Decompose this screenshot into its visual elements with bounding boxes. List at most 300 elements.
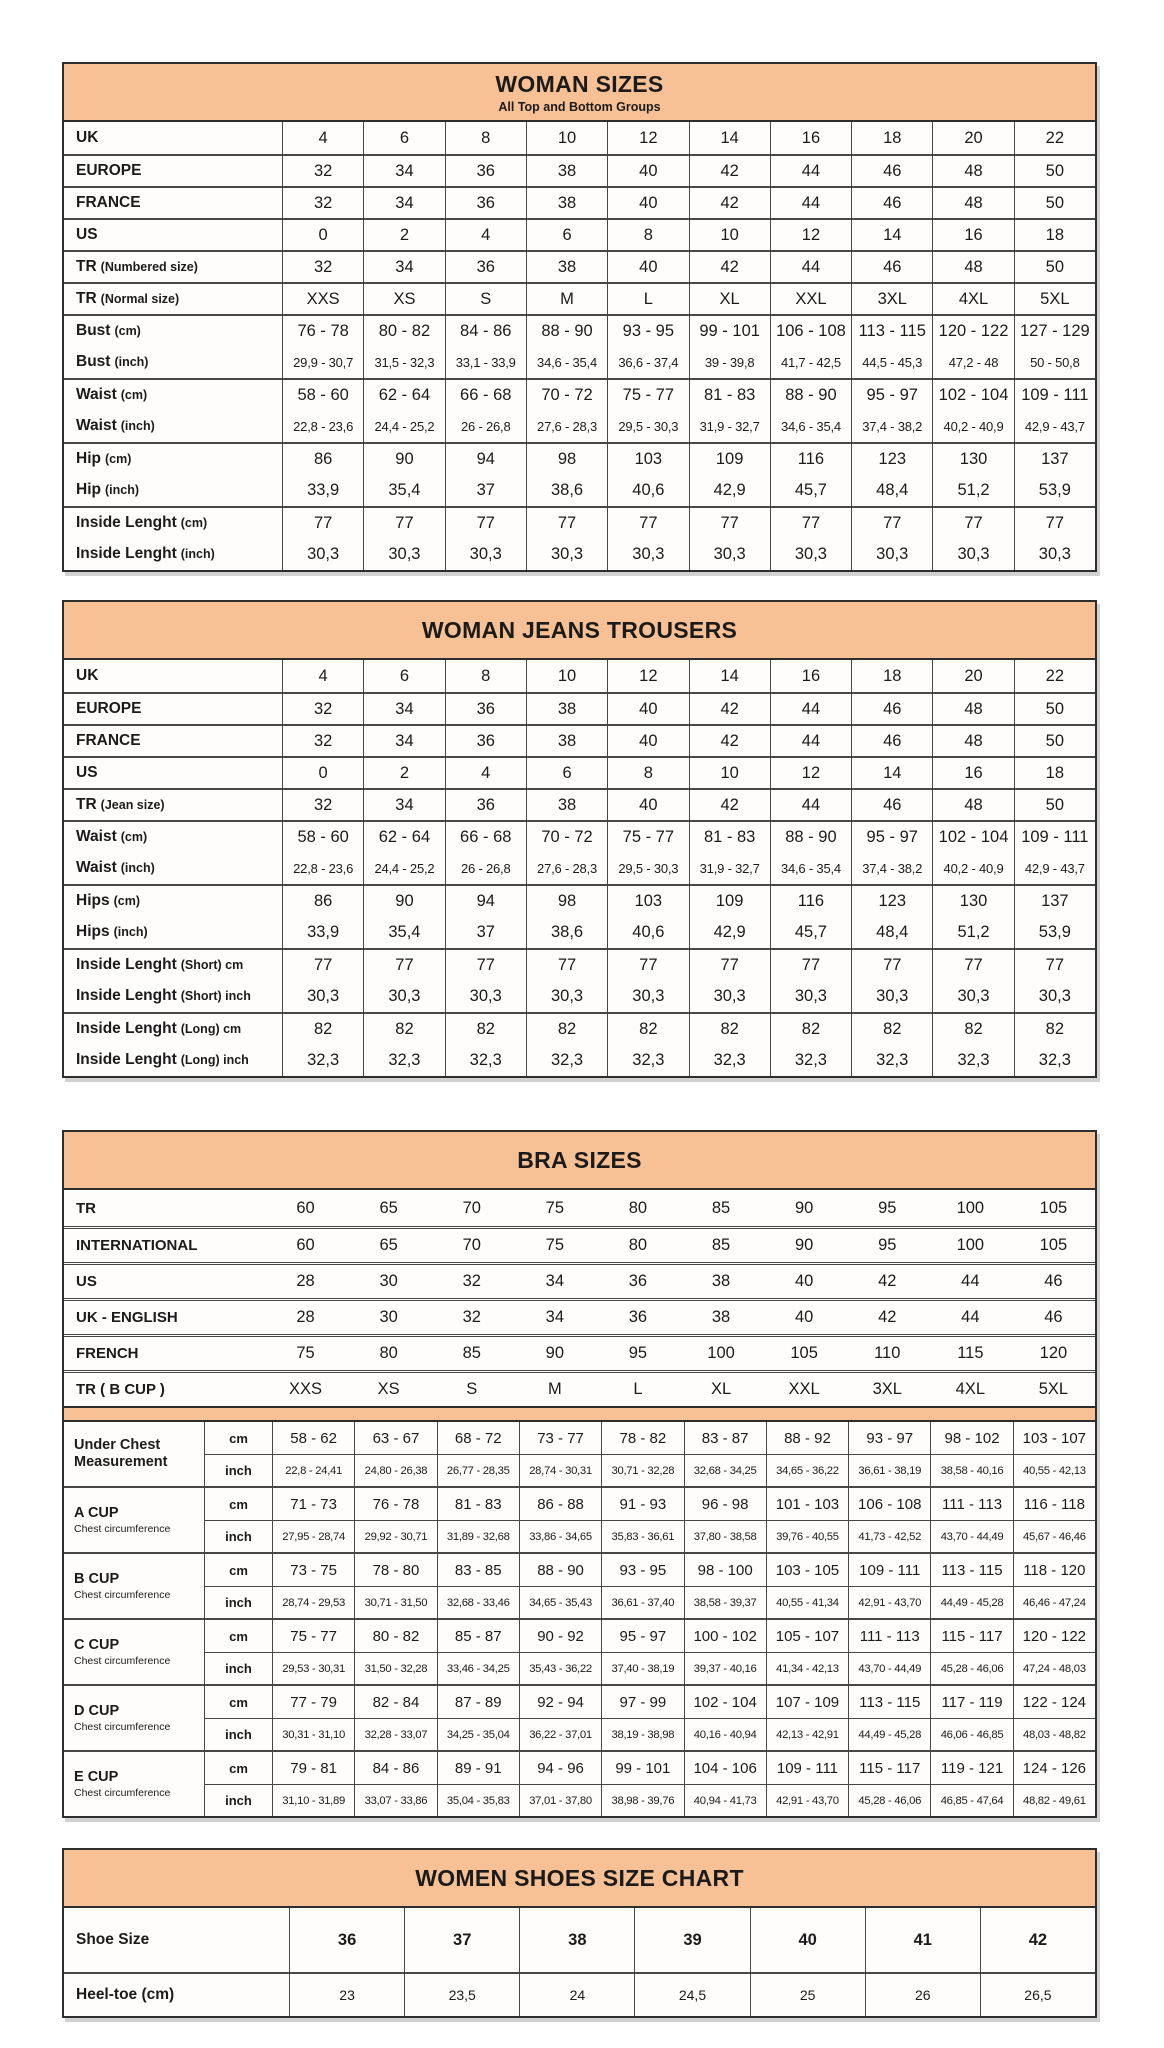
value-cell: 34,6 - 35,4 [770, 410, 851, 442]
value-cell: 65 [379, 1236, 398, 1254]
value-cell: 98 - 100 [684, 1554, 766, 1586]
value-cell: 38 [526, 252, 607, 282]
value-cell: 29,5 - 30,3 [607, 852, 688, 884]
value-cell: 105 [1039, 1236, 1068, 1254]
value-cell: 96 - 98 [684, 1488, 766, 1520]
value-cell: 30,3 [607, 980, 688, 1012]
value-cell: 44,5 - 45,3 [851, 346, 932, 378]
value-cell: 120 - 122 [1013, 1620, 1095, 1652]
value-cell: L [607, 284, 688, 314]
cup-label: C CUP Chest circumference [74, 1636, 171, 1668]
value-cell: 46 [851, 790, 932, 820]
bra-sizes-title: BRA SIZES [517, 1146, 642, 1173]
value-cell: 99 - 101 [601, 1752, 683, 1784]
value-cell: 33,9 [282, 916, 363, 948]
row-label: Bust (cm) [76, 322, 141, 339]
value-cell: 26,5 [980, 1974, 1095, 2016]
value-cell: 4 [282, 122, 363, 154]
value-cell: 66 - 68 [445, 822, 526, 852]
value-cell: M [526, 284, 607, 314]
value-cell: 77 [770, 508, 851, 538]
value-cell: 82 [363, 1014, 444, 1044]
value-cell: 94 [445, 444, 526, 474]
value-cell: 122 - 124 [1013, 1686, 1095, 1718]
value-cell: 28 [296, 1308, 315, 1326]
value-cell: 2 [363, 758, 444, 788]
value-cell: 70 [462, 1236, 481, 1254]
value-cell: 48,82 - 49,61 [1013, 1784, 1095, 1816]
value-cell: 8 [607, 220, 688, 250]
table-row [64, 346, 1095, 378]
value-cell: 83 - 87 [684, 1422, 766, 1454]
value-cell: 95 [628, 1344, 648, 1362]
table-row [64, 218, 1095, 250]
value-cell: 24,4 - 25,2 [363, 852, 444, 884]
value-cell: 100 [956, 1198, 985, 1217]
value-cell: 50 [1014, 188, 1095, 218]
value-cell: 85 [462, 1344, 481, 1362]
value-cell: 0 [282, 220, 363, 250]
value-cell: 40,55 - 42,13 [1013, 1454, 1095, 1486]
value-cell: 37 [404, 1908, 519, 1972]
value-cell: 109 - 111 [1014, 822, 1095, 852]
unit-label: cm [204, 1554, 272, 1586]
table-row [64, 410, 1095, 442]
value-cell: 88 - 92 [766, 1422, 848, 1454]
value-cell: 44 [770, 694, 851, 724]
value-cell: 38 [526, 726, 607, 756]
value-cell: 130 [932, 886, 1013, 916]
value-cell: 80 [379, 1344, 398, 1362]
value-cell: 84 - 86 [445, 316, 526, 346]
value-cell: 29,9 - 30,7 [282, 346, 363, 378]
value-cell: 46 [1044, 1272, 1063, 1290]
value-cell: 31,5 - 32,3 [363, 346, 444, 378]
value-cell: 30,3 [689, 980, 770, 1012]
cup-label: Under Chest Measurement [74, 1437, 168, 1470]
value-cell: 14 [851, 758, 932, 788]
value-cell: 88 - 90 [770, 380, 851, 410]
value-cell: 60 [296, 1198, 315, 1217]
value-cell: 38 [526, 188, 607, 218]
row-label: FRANCE [76, 194, 141, 211]
row-label: US [76, 764, 98, 781]
value-cell: 42 [689, 726, 770, 756]
value-cell: 34,65 - 36,22 [766, 1454, 848, 1486]
table-row [64, 186, 1095, 218]
value-cell: 36 [445, 252, 526, 282]
value-cell: 25 [750, 1974, 865, 2016]
value-cell: 94 - 96 [519, 1752, 601, 1784]
value-cell: 6 [526, 758, 607, 788]
value-cell: 100 - 102 [684, 1620, 766, 1652]
value-cell: 77 [1014, 508, 1095, 538]
value-cell: 75 - 77 [607, 380, 688, 410]
value-cell: 31,10 - 31,89 [272, 1784, 354, 1816]
value-cell: 30,3 [282, 980, 363, 1012]
value-cell: 29,5 - 30,3 [607, 410, 688, 442]
value-cell: 78 - 82 [601, 1422, 683, 1454]
value-cell: 42,9 - 43,7 [1014, 852, 1095, 884]
value-cell: 32,3 [526, 1044, 607, 1076]
value-cell: 37,4 - 38,2 [851, 410, 932, 442]
woman-sizes-rows [64, 122, 1095, 570]
value-cell: 35,43 - 36,22 [519, 1652, 601, 1684]
value-cell: 117 - 119 [930, 1686, 1012, 1718]
value-cell: 42,9 [689, 916, 770, 948]
value-cell: 30,3 [282, 538, 363, 570]
value-cell: 30,3 [932, 980, 1013, 1012]
value-cell: 27,6 - 28,3 [526, 410, 607, 442]
table-row [64, 1334, 1095, 1370]
value-cell: 48 [932, 188, 1013, 218]
value-cell: 77 [770, 950, 851, 980]
row-label: FRENCH [76, 1345, 139, 1362]
table-row [64, 820, 1095, 852]
value-cell: 32 [282, 156, 363, 186]
value-cell: 37,4 - 38,2 [851, 852, 932, 884]
value-cell: 26 [865, 1974, 980, 2016]
value-cell: 33,1 - 33,9 [445, 346, 526, 378]
row-label: Shoe Size [76, 1931, 150, 1948]
cup-group [64, 1684, 1095, 1750]
value-cell: 12 [770, 758, 851, 788]
cup-label: B CUP Chest circumference [74, 1570, 171, 1602]
value-cell: 46 [1044, 1308, 1063, 1326]
value-cell: 63 - 67 [354, 1422, 436, 1454]
value-cell: 58 - 60 [282, 822, 363, 852]
value-cell: 30,3 [445, 538, 526, 570]
value-cell: 38 [711, 1272, 731, 1290]
cup-group [64, 1618, 1095, 1684]
value-cell: 77 [689, 508, 770, 538]
value-cell: 75 [545, 1198, 565, 1217]
unit-label: cm [204, 1620, 272, 1652]
value-cell: 109 - 111 [848, 1554, 930, 1586]
value-cell: 48 [932, 252, 1013, 282]
row-label: Inside Lenght (Short) cm [76, 956, 244, 973]
table-row [64, 1972, 1095, 2016]
value-cell: 103 [607, 886, 688, 916]
value-cell: 41,7 - 42,5 [770, 346, 851, 378]
value-cell: 33,9 [282, 474, 363, 506]
cup-label: A CUP Chest circumference [74, 1504, 171, 1536]
value-cell: 36,22 - 37,01 [519, 1718, 601, 1750]
value-cell: 38,19 - 38,98 [601, 1718, 683, 1750]
value-cell: 39,76 - 40,55 [766, 1520, 848, 1552]
value-cell: 39,37 - 40,16 [684, 1652, 766, 1684]
value-cell: 3XL [851, 284, 932, 314]
value-cell: 111 - 113 [930, 1488, 1012, 1520]
value-cell: 33,46 - 34,25 [437, 1652, 519, 1684]
value-cell: 109 [689, 886, 770, 916]
value-cell: 73 - 77 [519, 1422, 601, 1454]
value-cell: 30,3 [851, 980, 932, 1012]
table-row [64, 948, 1095, 980]
value-cell: 95 - 97 [851, 822, 932, 852]
value-cell: 109 - 111 [766, 1752, 848, 1784]
row-label: Hips (inch) [76, 923, 148, 940]
value-cell: 32 [282, 188, 363, 218]
value-cell: 42 [689, 188, 770, 218]
row-label: TR (Normal size) [76, 290, 180, 307]
value-cell: 102 - 104 [932, 380, 1013, 410]
value-cell: 43,70 - 44,49 [930, 1520, 1012, 1552]
value-cell: 24,80 - 26,38 [354, 1454, 436, 1486]
value-cell: 103 - 107 [1013, 1422, 1095, 1454]
shoes-header [64, 1850, 1095, 1908]
value-cell: 4XL [932, 284, 1013, 314]
table-row [64, 884, 1095, 916]
value-cell: 77 [851, 950, 932, 980]
row-label: Heel-toe (cm) [76, 1986, 175, 2003]
value-cell: 30,3 [607, 538, 688, 570]
value-cell: 18 [851, 660, 932, 692]
woman-sizes-subtitle: All Top and Bottom Groups [498, 99, 661, 114]
value-cell: 48 [932, 694, 1013, 724]
value-cell: 102 - 104 [932, 822, 1013, 852]
row-label: TR (Numbered size) [76, 258, 198, 275]
value-cell: 88 - 90 [526, 316, 607, 346]
value-cell: 106 - 108 [848, 1488, 930, 1520]
value-cell: 115 [957, 1344, 984, 1362]
value-cell: 53,9 [1014, 474, 1095, 506]
value-cell: 123 [851, 886, 932, 916]
row-label: UK - ENGLISH [76, 1309, 178, 1326]
bra-band-rows [64, 1190, 1095, 1406]
value-cell: 40,55 - 41,34 [766, 1586, 848, 1618]
value-cell: XS [363, 284, 444, 314]
cup-group [64, 1422, 1095, 1486]
value-cell: 105 [1039, 1198, 1068, 1217]
value-cell: 36 [628, 1272, 648, 1290]
value-cell: 44 [961, 1272, 980, 1290]
value-cell: 34 [363, 252, 444, 282]
unit-label: inch [204, 1652, 272, 1684]
value-cell: 29,53 - 30,31 [272, 1652, 354, 1684]
row-label: Inside Lenght (inch) [76, 545, 215, 562]
value-cell: 42 [689, 156, 770, 186]
value-cell: 76 - 78 [282, 316, 363, 346]
value-cell: 36 [445, 156, 526, 186]
value-cell: 46 [851, 156, 932, 186]
unit-label: cm [204, 1488, 272, 1520]
row-label: TR (Jean size) [76, 796, 165, 813]
value-cell: 115 - 117 [848, 1752, 930, 1784]
row-label: Hip (cm) [76, 450, 132, 467]
value-cell: 44,49 - 45,28 [930, 1586, 1012, 1618]
value-cell: 137 [1014, 886, 1095, 916]
value-cell: 22,8 - 23,6 [282, 410, 363, 442]
unit-label: inch [204, 1454, 272, 1486]
value-cell: 31,89 - 32,68 [437, 1520, 519, 1552]
value-cell: 20 [932, 122, 1013, 154]
table-row [64, 660, 1095, 692]
value-cell: 82 [932, 1014, 1013, 1044]
table-row [64, 154, 1095, 186]
value-cell: 26,77 - 28,35 [437, 1454, 519, 1486]
value-cell: 42 [689, 252, 770, 282]
table-row [64, 378, 1095, 410]
table-row [64, 1262, 1095, 1298]
value-cell: 36 [445, 694, 526, 724]
value-cell: 110 [874, 1344, 901, 1362]
value-cell: S [445, 284, 526, 314]
value-cell: 30,3 [689, 538, 770, 570]
value-cell: 80 [628, 1236, 648, 1254]
value-cell: 36,61 - 37,40 [601, 1586, 683, 1618]
row-label: Inside Lenght (Long) inch [76, 1051, 249, 1068]
value-cell: 87 - 89 [437, 1686, 519, 1718]
value-cell: 16 [770, 122, 851, 154]
table-row [64, 314, 1095, 346]
value-cell: 35,4 [363, 916, 444, 948]
value-cell: 26 - 26,8 [445, 852, 526, 884]
value-cell: 75 - 77 [607, 822, 688, 852]
value-cell: 6 [526, 220, 607, 250]
value-cell: 40 [607, 252, 688, 282]
value-cell: 120 [1039, 1344, 1068, 1362]
value-cell: 77 [851, 508, 932, 538]
value-cell: 36 [628, 1308, 648, 1326]
value-cell: 10 [689, 758, 770, 788]
value-cell: 40 [607, 726, 688, 756]
row-label: UK [76, 667, 99, 684]
value-cell: 18 [1014, 758, 1095, 788]
table-row [64, 916, 1095, 948]
value-cell: 43,70 - 44,49 [848, 1652, 930, 1684]
value-cell: 81 - 83 [689, 822, 770, 852]
value-cell: 38 [519, 1908, 634, 1972]
woman-jeans-header [64, 602, 1095, 660]
value-cell: 4 [445, 758, 526, 788]
value-cell: 44 [770, 726, 851, 756]
row-label: Bust (inch) [76, 353, 149, 370]
value-cell: 32,3 [363, 1044, 444, 1076]
cup-group [64, 1552, 1095, 1618]
value-cell: 2 [363, 220, 444, 250]
value-cell: 27,6 - 28,3 [526, 852, 607, 884]
value-cell: 30,71 - 31,50 [354, 1586, 436, 1618]
row-label: TR ( B CUP ) [76, 1381, 165, 1398]
value-cell: 95 - 97 [851, 380, 932, 410]
value-cell: 35,83 - 36,61 [601, 1520, 683, 1552]
unit-label: inch [204, 1718, 272, 1750]
woman-jeans-rows [64, 660, 1095, 1076]
value-cell: 50 [1014, 156, 1095, 186]
value-cell: 42,9 - 43,7 [1014, 410, 1095, 442]
value-cell: 90 [545, 1344, 565, 1362]
row-label: US [76, 226, 98, 243]
table-row [64, 852, 1095, 884]
value-cell: 86 [282, 444, 363, 474]
row-label: Hip (inch) [76, 481, 139, 498]
value-cell: 16 [932, 758, 1013, 788]
value-cell: 38 [711, 1308, 731, 1326]
value-cell: 16 [932, 220, 1013, 250]
value-cell: 46,46 - 47,24 [1013, 1586, 1095, 1618]
value-cell: 37,80 - 38,58 [684, 1520, 766, 1552]
value-cell: 115 - 117 [930, 1620, 1012, 1652]
value-cell: 40 [607, 156, 688, 186]
value-cell: 28,74 - 29,53 [272, 1586, 354, 1618]
value-cell: 42 [689, 694, 770, 724]
value-cell: 27,95 - 28,74 [272, 1520, 354, 1552]
value-cell: 40 [607, 694, 688, 724]
value-cell: 77 [1014, 950, 1095, 980]
value-cell: 34,65 - 35,43 [519, 1586, 601, 1618]
value-cell: 48,03 - 48,82 [1013, 1718, 1095, 1750]
value-cell: 30 [379, 1308, 398, 1326]
value-cell: 77 [526, 950, 607, 980]
size-chart-page [62, 0, 1097, 2018]
value-cell: 22,8 - 24,41 [272, 1454, 354, 1486]
value-cell: 111 - 113 [848, 1620, 930, 1652]
value-cell: 5XL [1014, 284, 1095, 314]
value-cell: 40,6 [607, 474, 688, 506]
value-cell: 95 [878, 1198, 897, 1217]
value-cell: 30,71 - 32,28 [601, 1454, 683, 1486]
row-label: TR [76, 1199, 96, 1217]
value-cell: 84 - 86 [354, 1752, 436, 1784]
value-cell: 80 [628, 1198, 648, 1217]
value-cell: 92 - 94 [519, 1686, 601, 1718]
value-cell: 62 - 64 [363, 822, 444, 852]
value-cell: 5XL [1038, 1380, 1069, 1398]
value-cell: 106 - 108 [770, 316, 851, 346]
value-cell: 137 [1014, 444, 1095, 474]
value-cell: 99 - 101 [689, 316, 770, 346]
unit-label: cm [204, 1686, 272, 1718]
row-label: Inside Lenght (Short) inch [76, 987, 251, 1004]
value-cell: 30,3 [445, 980, 526, 1012]
bra-sizes-table [62, 1130, 1097, 1818]
value-cell: 34,25 - 35,04 [437, 1718, 519, 1750]
value-cell: 105 - 107 [766, 1620, 848, 1652]
value-cell: 77 [445, 950, 526, 980]
value-cell: 42 [980, 1908, 1095, 1972]
value-cell: 39 - 39,8 [689, 346, 770, 378]
value-cell: 79 - 81 [272, 1752, 354, 1784]
row-label: UK [76, 129, 99, 146]
value-cell: 36 [445, 726, 526, 756]
value-cell: 32,3 [1014, 1044, 1095, 1076]
value-cell: 77 [363, 950, 444, 980]
value-cell: 91 - 93 [601, 1488, 683, 1520]
value-cell: 77 [282, 950, 363, 980]
value-cell: 37,01 - 37,80 [519, 1784, 601, 1816]
value-cell: 90 [363, 886, 444, 916]
value-cell: 70 [462, 1198, 481, 1217]
row-label: Inside Lenght (cm) [76, 514, 208, 531]
value-cell: 100 [707, 1344, 735, 1362]
value-cell: 34,6 - 35,4 [526, 346, 607, 378]
value-cell: 40,94 - 41,73 [684, 1784, 766, 1816]
value-cell: 44 [770, 790, 851, 820]
value-cell: 42,91 - 43,70 [766, 1784, 848, 1816]
unit-label: cm [204, 1752, 272, 1784]
value-cell: 32 [282, 726, 363, 756]
value-cell: 36 [289, 1908, 404, 1972]
value-cell: 45,28 - 46,06 [930, 1652, 1012, 1684]
value-cell: 30,3 [932, 538, 1013, 570]
value-cell: 82 [1014, 1014, 1095, 1044]
value-cell: 36 [445, 188, 526, 218]
value-cell: 77 [932, 950, 1013, 980]
table-row [64, 538, 1095, 570]
value-cell: 36,61 - 38,19 [848, 1454, 930, 1486]
value-cell: 12 [770, 220, 851, 250]
